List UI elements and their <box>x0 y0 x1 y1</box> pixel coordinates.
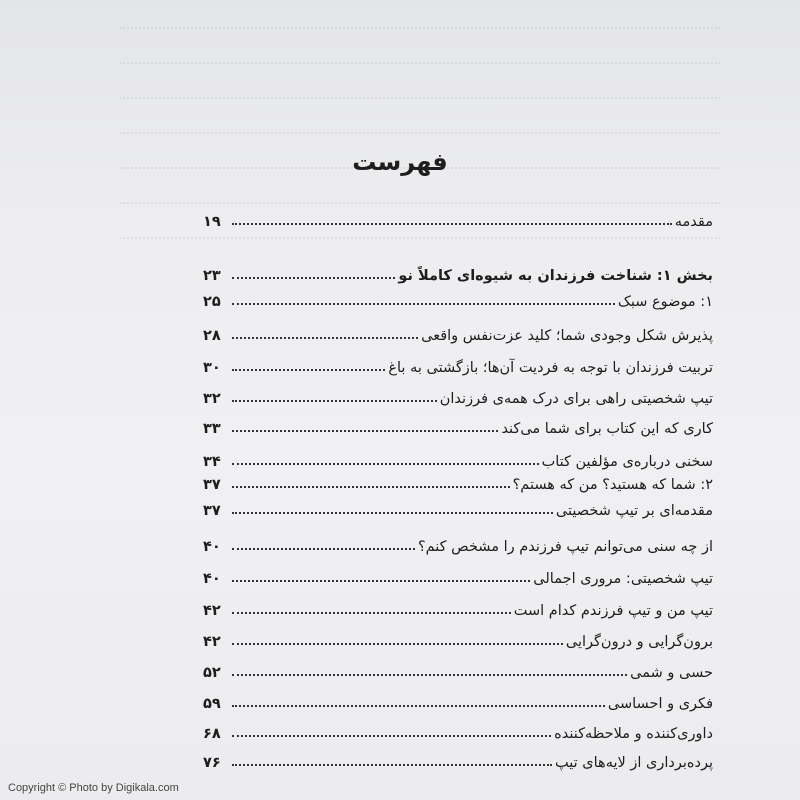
dot-leader <box>232 430 498 432</box>
toc-entry-label: پرده‌برداری از لایه‌های تیپ <box>555 755 713 771</box>
toc-entry-page: ۳۴ <box>203 454 221 470</box>
toc-entry-label: تیپ من و تیپ فرزندم کدام است <box>513 603 713 619</box>
dot-leader <box>232 400 437 402</box>
toc-entry-page: ۱۹ <box>203 214 221 230</box>
dot-leader <box>232 223 672 225</box>
dot-leader <box>232 643 563 645</box>
toc-entry <box>203 716 713 742</box>
dot-leader <box>232 764 552 766</box>
toc-entry <box>203 686 713 712</box>
toc-entry <box>203 493 713 519</box>
toc-entry <box>203 529 713 555</box>
dot-leader <box>232 337 418 339</box>
toc-entry-page: ۵۲ <box>203 665 221 681</box>
dot-leader <box>232 548 415 550</box>
toc-entry <box>203 561 713 587</box>
toc-entry-label: حسی و شمی <box>630 665 713 681</box>
toc-entry-page: ۲۸ <box>203 328 221 344</box>
toc-entry-label: مقدمه <box>674 214 713 230</box>
toc-entry <box>203 381 713 407</box>
page-title: فهرست <box>352 148 448 176</box>
toc-entry <box>203 318 713 344</box>
toc-entry-label: کاری که این کتاب برای شما می‌کند <box>501 421 713 437</box>
toc-entry-page: ۳۲ <box>203 391 221 407</box>
toc-entry-label: ۲: شما که هستید؟ من که هستم؟ <box>512 477 713 493</box>
toc-entry <box>203 624 713 650</box>
toc-entry-label: برون‌گرایی و درون‌گرایی <box>565 634 713 650</box>
toc-entry <box>203 204 713 230</box>
dot-leader <box>232 580 530 582</box>
toc-entry-page: ۳۳ <box>203 421 221 437</box>
toc-entry-label: تربیت فرزندان با توجه به فردیت آن‌ها؛ بازگشتی به باغ <box>388 360 713 376</box>
toc-entry-label: مقدمه‌ای بر تیپ شخصیتی <box>555 503 713 519</box>
dot-leader <box>232 486 510 488</box>
toc-entry-label: بخش ۱: شناخت فرزندان به شیوه‌ای کاملاً نو <box>398 268 713 284</box>
toc-entry <box>203 350 713 376</box>
dot-leader <box>232 303 615 305</box>
dot-leader <box>232 735 551 737</box>
toc-entry <box>203 467 713 493</box>
dot-leader <box>232 369 385 371</box>
dot-leader <box>232 674 627 676</box>
toc-entry-page: ۵۹ <box>203 696 221 712</box>
copyright-notice: Copyright © Photo by Digikala.com <box>8 782 179 794</box>
toc-entry-label: سخنی درباره‌ی مؤلفین کتاب <box>541 454 713 470</box>
toc-entry-page: ۲۵ <box>203 294 221 310</box>
toc-entry <box>203 284 713 310</box>
toc-entry-label: داوری‌کننده و ملاحظه‌کننده <box>554 726 713 742</box>
dot-leader <box>232 277 395 279</box>
dot-leader <box>232 463 539 465</box>
toc-section-heading <box>203 258 713 284</box>
toc-entry <box>203 411 713 437</box>
toc-entry-label: پذیرش شکل وجودی شما؛ کلید عزت‌نفس واقعی <box>421 328 713 344</box>
toc-entry-page: ۲۳ <box>203 268 221 284</box>
dot-leader <box>232 512 553 514</box>
toc-entry-page: ۴۰ <box>203 571 221 587</box>
toc-entry-label: تیپ شخصیتی: مروری اجمالی <box>533 571 713 587</box>
dot-leader <box>232 705 605 707</box>
toc-entry-page: ۳۷ <box>203 477 221 493</box>
toc-entry-page: ۳۰ <box>203 360 221 376</box>
toc-entry-page: ۴۰ <box>203 539 221 555</box>
toc-entry-label: از چه سنی می‌توانم تیپ فرزندم را مشخص کنم؟ <box>417 539 713 555</box>
toc-entry-page: ۷۶ <box>203 755 221 771</box>
toc-entry-label: ۱: موضوع سبک <box>617 294 713 310</box>
toc-entry-page: ۳۷ <box>203 503 221 519</box>
toc-entry-page: ۶۸ <box>203 726 221 742</box>
toc-entry-page: ۴۲ <box>203 634 221 650</box>
toc-entry-label: فکری و احساسی <box>607 696 713 712</box>
toc-entry-label: تیپ شخصیتی راهی برای درک همه‌ی فرزندان <box>439 391 713 407</box>
toc-entry <box>203 593 713 619</box>
toc-entry <box>203 655 713 681</box>
dot-leader <box>232 612 511 614</box>
toc-entry <box>203 745 713 771</box>
toc-entry-page: ۴۲ <box>203 603 221 619</box>
